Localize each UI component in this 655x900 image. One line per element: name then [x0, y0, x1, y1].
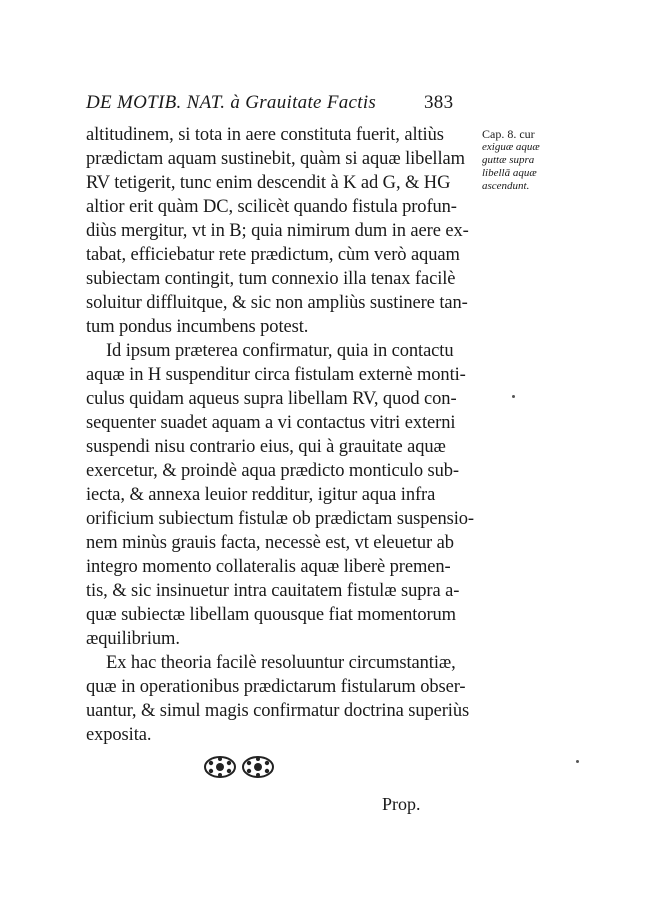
text-line: exposita.: [86, 725, 152, 745]
paper-speck: [576, 760, 579, 763]
text-line: culus quidam aqueus supra libellam RV, quod con-: [86, 389, 457, 409]
text-line: uantur, & simul magis confirmatur doctrina superiùs: [86, 701, 470, 721]
margin-note-line: ascendunt.: [482, 180, 530, 192]
text-line: suspendi nisu contrario eius, qui à grauitate aquæ: [86, 437, 446, 457]
margin-note-line: exiguæ aquæ: [482, 141, 540, 153]
margin-note-line: libellā aquæ: [482, 167, 537, 179]
text-line: orificium subiectum fistulæ ob prædictam suspensio-: [86, 509, 474, 529]
text-line: Id ipsum præterea confirmatur, quia in contactu: [106, 341, 454, 361]
text-line: tabat, efficiebatur rete prædictum, cùm verò aquam: [86, 245, 460, 265]
text-line: iecta, & annexa leuior redditur, igitur aqua infra: [86, 485, 436, 505]
text-line: altior erit quàm DC, scilicèt quando fistula profun-: [86, 197, 457, 217]
text-line: soluitur diffluitque, & sic non ampliùs sustinere tan-: [86, 293, 468, 313]
text-line: tis, & sic insinuetur intra cauitatem fistulæ supra a-: [86, 581, 460, 601]
text-line: integro momento collateralis aquæ liberè premen-: [86, 557, 451, 577]
text-line: nem minùs grauis facta, necessè est, vt eleuetur ab: [86, 533, 454, 553]
text-line: altitudinem, si tota in aere constituta fuerit, altiùs: [86, 125, 444, 145]
text-line: quæ in operationibus prædictarum fistularum obser-: [86, 677, 466, 697]
text-line: aquæ in H suspenditur circa fistulam externè monti-: [86, 365, 466, 385]
text-line: Ex hac theoria facilè resoluuntur circumstantiæ,: [106, 653, 456, 673]
text-line: exercetur, & proindè aqua prædicto monticulo sub-: [86, 461, 459, 481]
text-line: sequenter suadet aquam a vi contactus vitri externi: [86, 413, 456, 433]
running-title: DE MOTIB. NAT. à Grauitate Factis: [86, 92, 377, 113]
floral-ornament-icon: [202, 754, 276, 780]
text-line: prædictam aquam sustinebit, quàm si aquæ libellam: [86, 149, 465, 169]
margin-note-line: guttæ supra: [482, 154, 535, 166]
catchword: Prop.: [382, 794, 421, 814]
text-line: RV tetigerit, tunc enim descendit à K ad G, & HG: [86, 173, 451, 193]
page-number: 383: [424, 92, 454, 113]
paper-speck: [512, 395, 515, 398]
text-line: æquilibrium.: [86, 629, 180, 649]
text-line: tum pondus incumbens potest.: [86, 317, 309, 337]
margin-note-line: Cap. 8. cur: [482, 127, 535, 141]
text-line: diùs mergitur, vt in B; quia nimirum dum in aere ex-: [86, 221, 469, 241]
text-line: subiectam contingit, tum connexio illa tenax facilè: [86, 269, 456, 289]
text-line: quæ subiectæ libellam quousque fiat momentorum: [86, 605, 456, 625]
